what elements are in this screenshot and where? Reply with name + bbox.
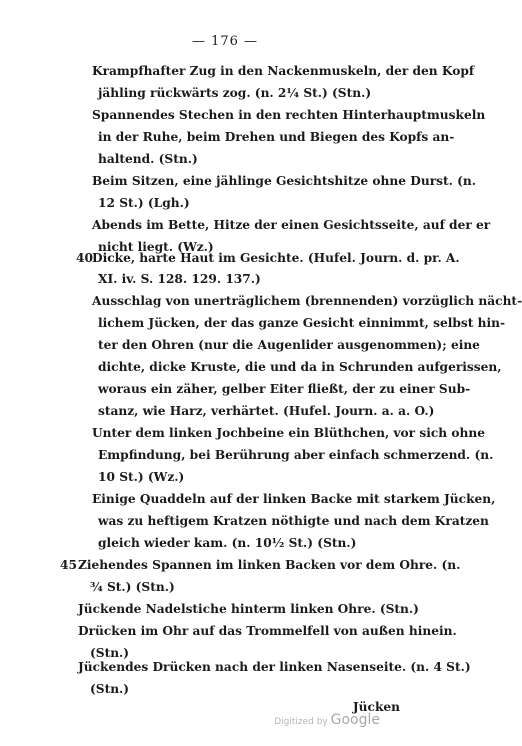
text-line: 10 St.) (Wz.) — [98, 470, 185, 484]
text-line: Jückendes Drücken nach der linken Nasenseite. (n. 4 St.) — [78, 660, 471, 674]
text-line: haltend. (Stn.) — [98, 152, 198, 166]
text-line: Unter dem linken Jochbeine ein Blüthchen, vor sich ohne — [92, 426, 485, 440]
text-line: nicht liegt. (Wz.) — [98, 240, 214, 254]
text-line: Abends im Bette, Hitze der einen Gesichtsseite, auf der er — [92, 218, 491, 232]
text-line: gleich wieder kam. (n. 10½ St.) (Stn.) — [98, 536, 357, 550]
text-line: in der Ruhe, beim Drehen und Biegen des Kopfs an- — [98, 130, 455, 144]
text-line: Krampfhafter Zug in den Nackenmuskeln, der den Kopf — [92, 64, 475, 78]
catchword: Jücken — [352, 700, 400, 714]
text-line: Ziehendes Spannen im linken Backen vor dem Ohre. (n. — [78, 558, 461, 572]
text-line: jähling rückwärts zog. (n. 2¼ St.) (Stn.) — [98, 86, 372, 100]
text-line: Einige Quaddeln auf der linken Backe mit starkem Jücken, — [92, 492, 496, 506]
text-line: Empfindung, bei Berührung aber einfach schmerzend. (n. — [98, 448, 494, 462]
watermark-prefix: Digitized by — [274, 717, 328, 727]
page-number: — 176 — — [191, 34, 259, 49]
text-line: (Stn.) — [90, 646, 130, 660]
text-line: XI. iv. S. 128. 129. 137.) — [98, 272, 261, 286]
text-line: Jückende Nadelstiche hinterm linken Ohre. (Stn.) — [78, 602, 419, 616]
text-line: Spannendes Stechen in den rechten Hinterhauptmuskeln — [92, 108, 486, 122]
margin-number: 45 — [60, 558, 77, 572]
digitization-watermark — [274, 712, 380, 728]
text-line: Dicke, harte Haut im Gesichte. (Hufel. Journ. d. pr. A. — [92, 251, 460, 265]
text-line: dichte, dicke Kruste, die und da in Schrunden aufgerissen, — [98, 360, 502, 374]
text-line: stanz, wie Harz, verhärtet. (Hufel. Journ. a. a. O.) — [98, 404, 435, 418]
text-line: lichem Jücken, der das ganze Gesicht einnimmt, selbst hin- — [98, 316, 506, 330]
margin-number: 40 — [76, 251, 93, 265]
text-line: was zu heftigem Kratzen nöthigte und nach dem Kratzen — [98, 514, 489, 528]
text-line: Ausschlag von unerträglichem (brennenden) vorzüglich nächt- — [92, 294, 522, 308]
text-line: 12 St.) (Lgh.) — [98, 196, 190, 210]
text-line: woraus ein zäher, gelber Eiter fließt, der zu einer Sub- — [98, 382, 471, 396]
text-line: (Stn.) — [90, 682, 130, 696]
text-line: ¾ St.) (Stn.) — [90, 580, 175, 594]
text-line: Drücken im Ohr auf das Trommelfell von außen hinein. — [78, 624, 457, 638]
text-line: Beim Sitzen, eine jählinge Gesichtshitze ohne Durst. (n. — [92, 174, 476, 188]
text-line: ter den Ohren (nur die Augenlider ausgenommen); eine — [98, 338, 480, 352]
watermark-brand: Google — [330, 712, 380, 728]
